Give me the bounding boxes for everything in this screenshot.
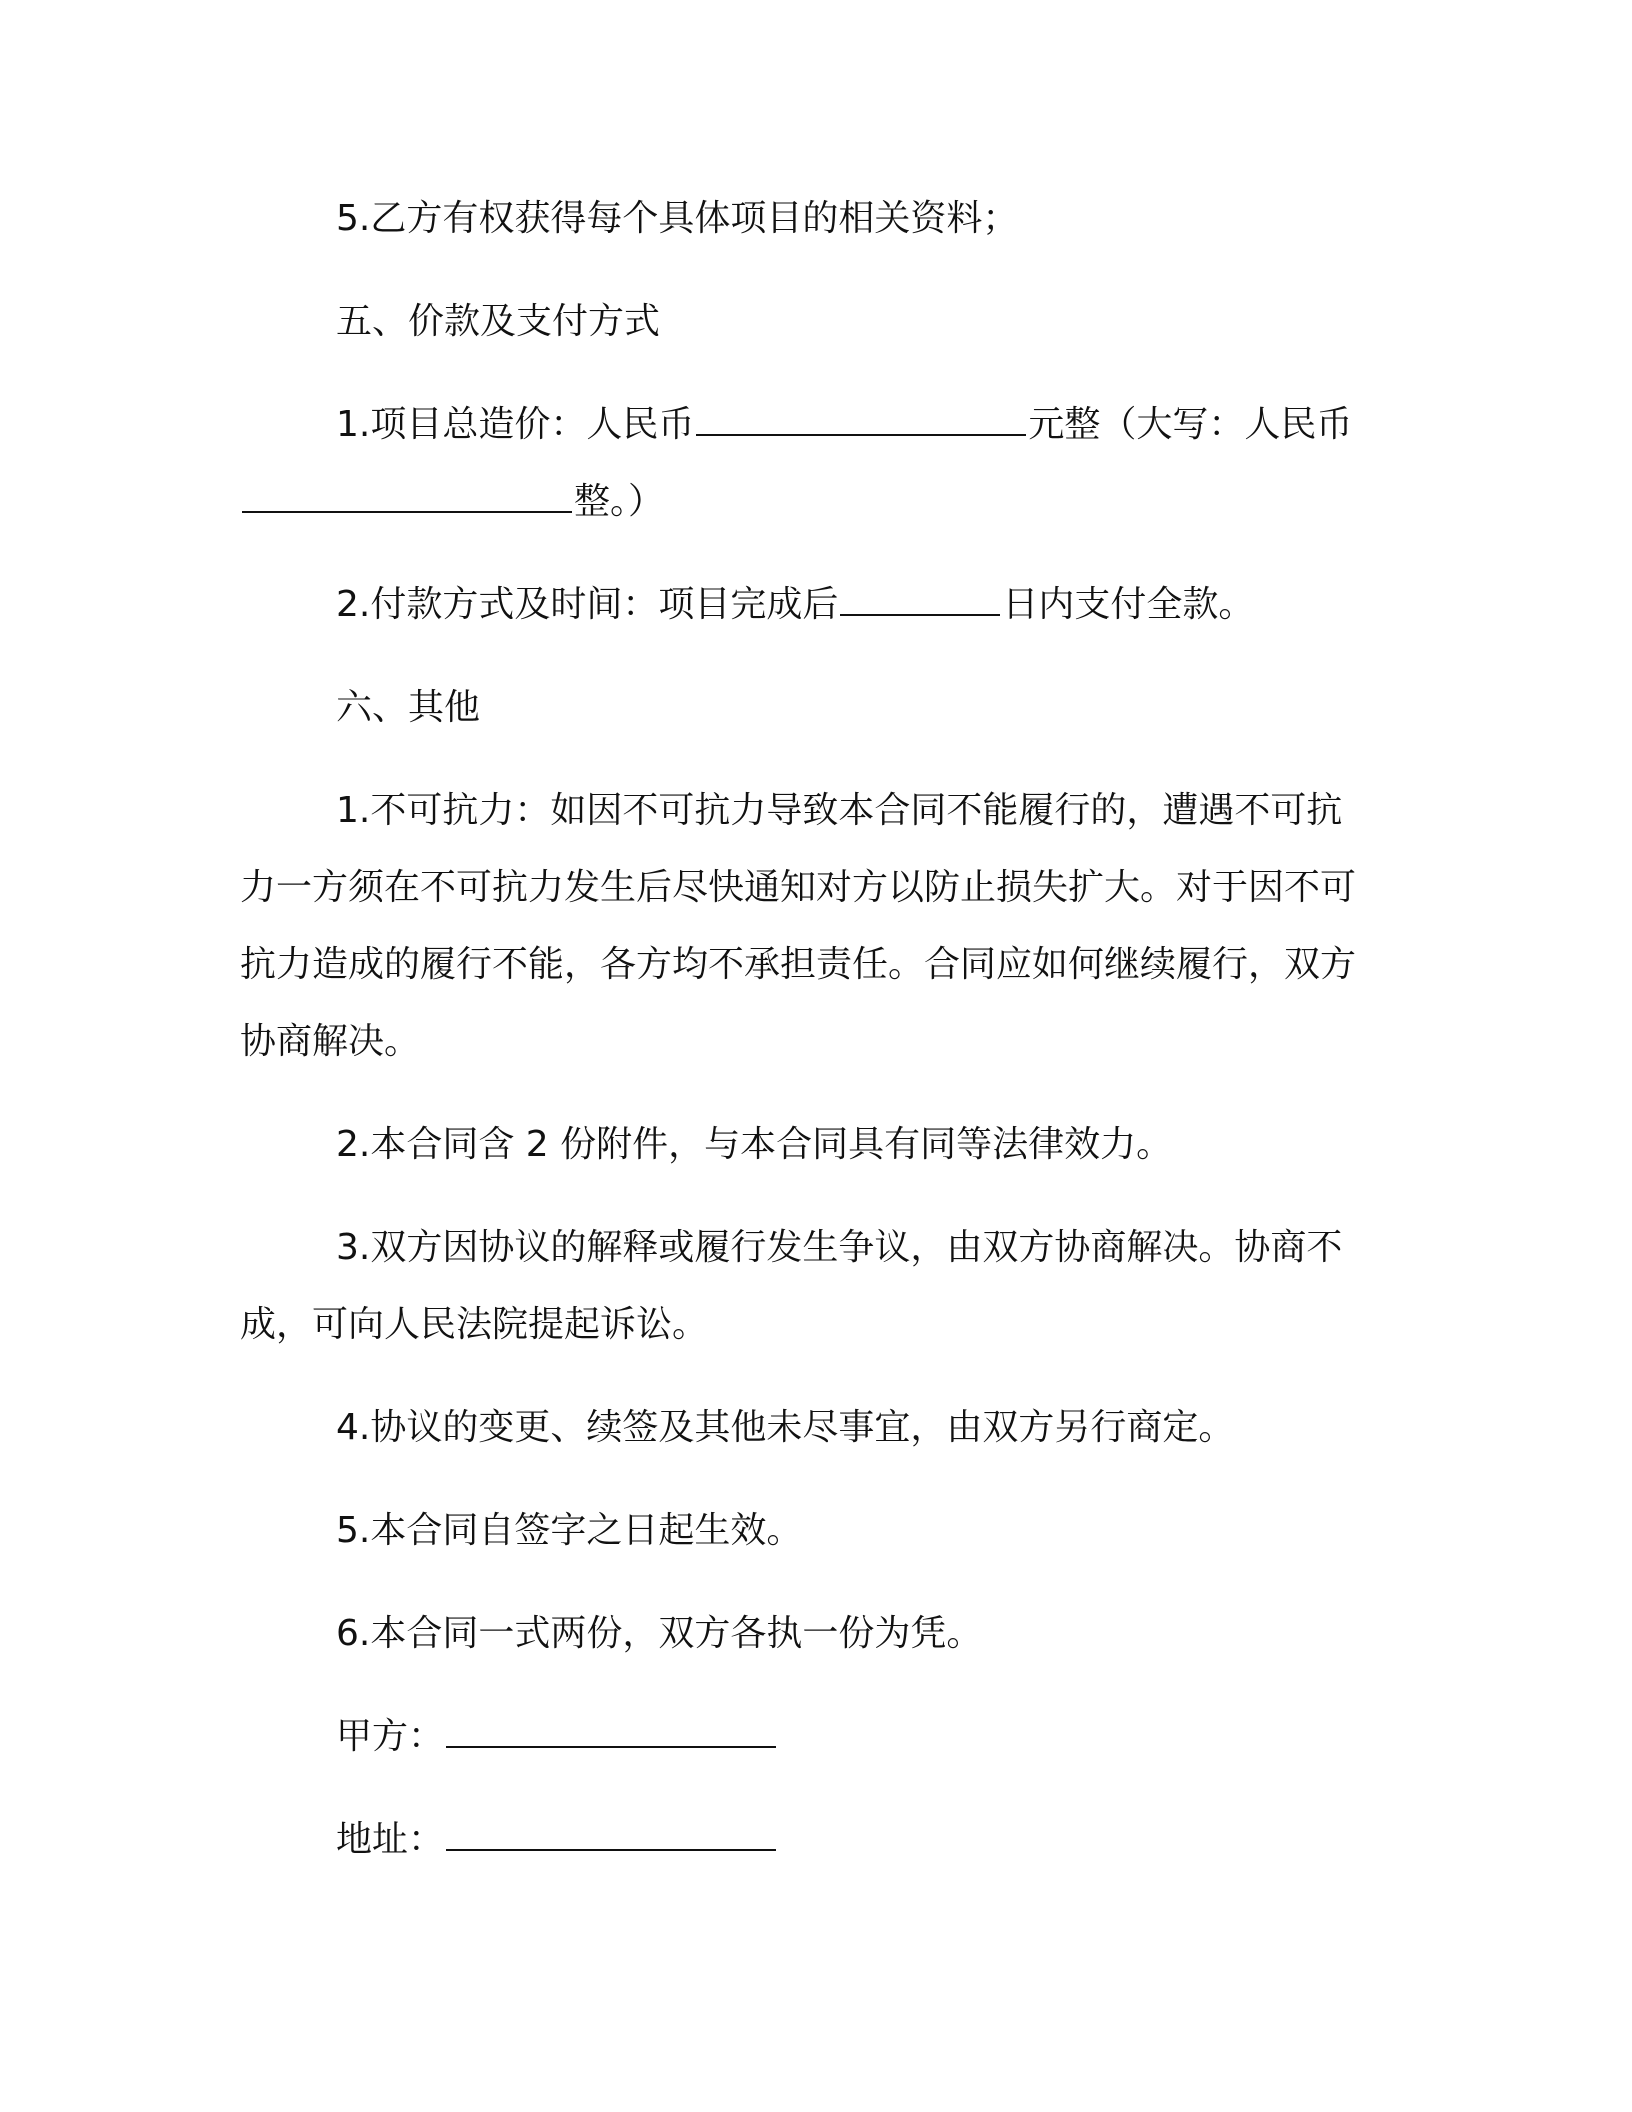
clause-payment-time [240, 566, 1370, 643]
clause-text: 5.乙方有权获得每个具体项目的相关资料； [336, 198, 1019, 239]
payment-label: 2.付款方式及时间：项目完成后 [336, 584, 839, 625]
section-heading-6 [240, 669, 1370, 746]
clause-total-price [240, 386, 1370, 540]
clause-text: 4.协议的变更、续签及其他未尽事宜，由双方另行商定。 [336, 1407, 1235, 1448]
address-label: 地址： [336, 1819, 445, 1860]
clause-text: 2.本合同含 2 份附件，与本合同具有同等法律效力。 [336, 1124, 1173, 1165]
clause-effect [240, 1492, 1370, 1569]
payment-end-text: 日内支付全款。 [1002, 584, 1255, 625]
clause-text: 5.本合同自签字之日起生效。 [336, 1510, 803, 1551]
clause-text: 1.不可抗力：如因不可抗力导致本合同不能履行的，遭遇不可抗力一方须在不可抗力发生后尽快通知对方以防止损失扩大。对于因不可抗力造成的履行不能，各方均不承担责任。合同应如何继续履行，双方协商解决。 [240, 790, 1357, 1062]
clause-force-majeure [240, 772, 1370, 1080]
clause-text: 3.双方因协议的解释或履行发生争议，由双方协商解决。协商不成，可向人民法院提起诉讼。 [240, 1227, 1343, 1345]
party-a-label: 甲方： [336, 1716, 445, 1757]
section-heading-5 [240, 283, 1370, 360]
price-amount-blank[interactable] [696, 406, 1026, 436]
party-a-blank[interactable] [446, 1718, 776, 1748]
address-line [240, 1801, 1370, 1878]
clause-dispute [240, 1209, 1370, 1363]
clause-copies [240, 1595, 1370, 1672]
address-blank[interactable] [446, 1821, 776, 1851]
clause-text: 6.本合同一式两份，双方各执一份为凭。 [336, 1613, 983, 1654]
price-end-text: 整。） [574, 481, 665, 522]
contract-body [240, 180, 1370, 1904]
price-uppercase-label: 元整（大写：人民币 [1028, 404, 1353, 445]
clause-change [240, 1389, 1370, 1466]
heading-text: 五、价款及支付方式 [336, 301, 661, 342]
price-uppercase-blank[interactable] [242, 483, 572, 513]
price-label: 1.项目总造价：人民币 [336, 404, 695, 445]
payment-days-blank[interactable] [840, 586, 1000, 616]
clause-5-materials [240, 180, 1370, 257]
heading-text: 六、其他 [336, 687, 481, 728]
clause-annex [240, 1106, 1370, 1183]
party-a-line [240, 1698, 1370, 1775]
